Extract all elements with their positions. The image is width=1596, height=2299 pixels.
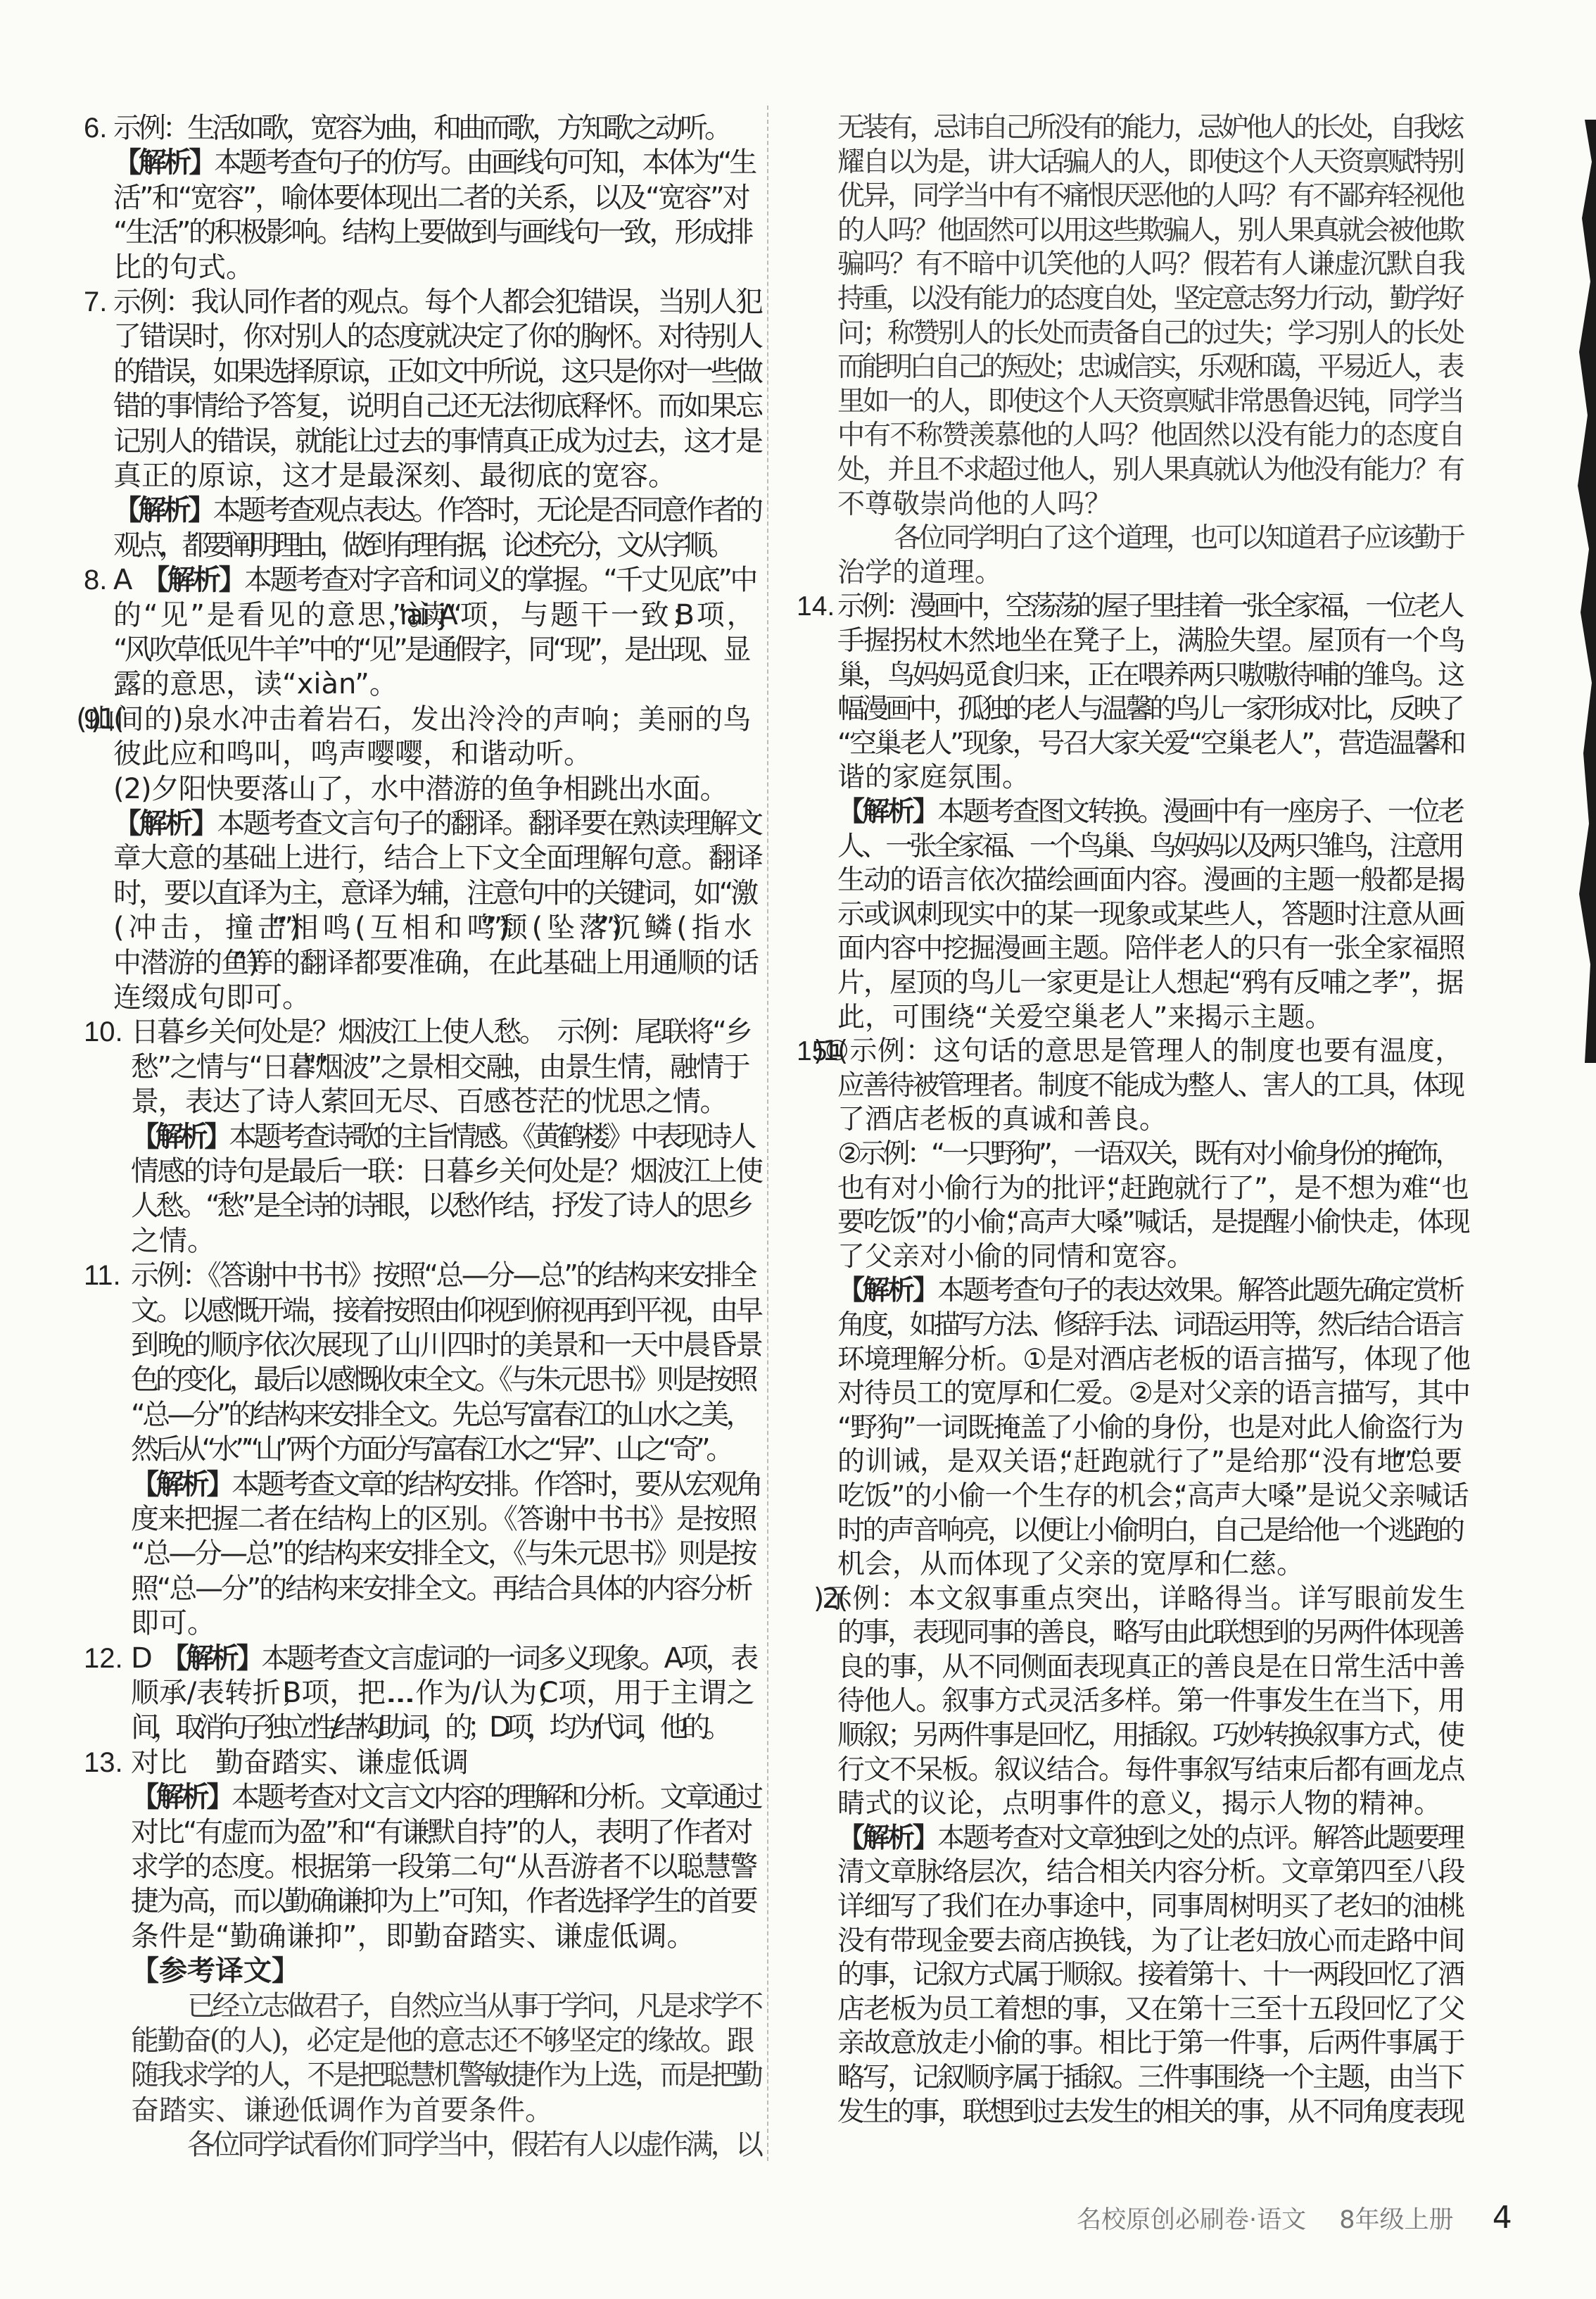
section-label: 【解析】 [113, 494, 213, 527]
text-line: 的人吗？他固然可以用这些欺骗人，别人果真就会被他欺 [837, 214, 1438, 246]
text-line [837, 1822, 1446, 1856]
item-number: 7. [84, 286, 108, 317]
text-line: 求学的态度。根据第一段第二句“从吾游者不以聪慧警 [131, 1850, 730, 1883]
text-line: 行文不呆板。叙议结合。每件事叙写结束后都有画龙点 [837, 1753, 1438, 1786]
text-line: “生活”的积极影响。结构上要做到与画线句一致，形成排 [113, 216, 727, 249]
text-line: 处，并且不求超过他人，别人果真就认为他没有能力？有 [837, 453, 1438, 486]
text-line: 随我求学的人，不是把聪慧机警敏捷作为上选，而是把勤 [131, 2059, 735, 2092]
text-line: 然后从“水”“山”两个方面分写富春江水之“异”、山之“奇”。 [131, 1433, 730, 1466]
text-line: 活”和“宽容”，喻体要体现出二者的关系，以及“宽容”对 [113, 181, 725, 214]
item-body [113, 703, 735, 1016]
text-line: 示例：漫画中，空荡荡的屋子里挂着一张全家福，一位老人 [837, 591, 1438, 623]
text-line: 对比“有虚而为盈”和“有谦默自持”的人，表明了作者对 [131, 1815, 727, 1848]
item-number: 15. [797, 1036, 835, 1067]
section-label: 【解析】 [175, 1642, 262, 1675]
text-line: 情感的诗句是最后一联：日暮乡关何处是？烟波江上使 [131, 1154, 735, 1188]
text-line: 之情。 [131, 1224, 215, 1257]
section-label: 【解析】 [113, 146, 215, 179]
line-text: 本题考查句子的仿写。由画线句可知，本体为“生 [214, 146, 730, 179]
section-label: 【解析】 [131, 1468, 232, 1501]
text-line: 中有不称赞羡慕他的人吗？他固然以没有能力的态度自 [837, 420, 1438, 452]
text-line: 各位同学试看你们同学当中，假若有人以虚作满，以 [187, 2129, 735, 2162]
text-line: 人、一张全家福、一个鸟巢、鸟妈妈以及两只雏鸟，注意用 [837, 830, 1438, 862]
text-line: 的训诫，是双关语；“赶跑就行了”是给那“没有地”“总要 [837, 1446, 1438, 1478]
text-line: 应善待被管理者。制度不能成为整人、害人的工具，体现 [837, 1069, 1438, 1102]
text-line: 照“总—分”的结构来安排全文。再结合具体的内容分析 [131, 1572, 726, 1605]
text-line: 治学的道理。 [837, 556, 1003, 588]
text-line: 示例：《答谢中书书》按照“总—分—总”的结构来安排全 [131, 1259, 731, 1292]
text-line: 面内容中挖掘漫画主题。陪伴老人的只有一张全家福照 [837, 933, 1438, 965]
section-label: 【解析】 [156, 564, 245, 597]
item-body [131, 1015, 735, 1259]
text-line: 度来把握二者在结构上的区别。《答谢中书书》是按照 [131, 1502, 730, 1535]
answer-choice: D [131, 1642, 175, 1675]
text-line: “总—分—总”的结构来安排全文，《与朱元思书》则是按 [131, 1537, 731, 1570]
text-line: 良的事，从不同侧面表现真正的善良是在日常生活中善 [837, 1651, 1438, 1683]
text-line: 亲故意放走小偷的事。相比于第一件事，后两件事属于 [837, 2027, 1438, 2060]
text-line: 已经立志做君子，自然应当从事于学问，凡是求学不 [187, 1989, 735, 2022]
text-line [131, 1120, 735, 1154]
text-line: 略写，记叙顺序属于插叙。三件事围绕一个主题，由当下 [837, 2062, 1438, 2093]
text-line: (1)①示例：这句话的意思是管理人的制度也要有温度， [837, 1035, 1437, 1068]
section-label: 【解析】 [837, 795, 938, 828]
item-number: 13. [84, 1746, 123, 1778]
line-text: 本题考查对文言文内容的理解和分析。文章通过 [232, 1781, 736, 1814]
text-line: 的错误，如果选择原谅，正如文中所说，这只是你对一些做 [113, 355, 735, 388]
text-line: “野狗”一词既掩盖了小偷的身份，也是对此人偷盗行为 [837, 1411, 1438, 1444]
item-body [131, 1259, 735, 1641]
text-line: 了父亲对小偷的同情和宽容。 [837, 1240, 1195, 1273]
column-divider [767, 106, 768, 2161]
item-number: 12. [84, 1642, 123, 1674]
text-line: 发生的事，联想到过去发生的相关的事，从不同角度表现 [837, 2096, 1438, 2128]
item-number: 9. [84, 703, 108, 735]
line-text: 本题考查文言虚词的一词多义现象。A项，表 [261, 1642, 734, 1675]
text-line: 而能明白自己的短处；忠诚信实，乐观和蔼，平易近人，表 [837, 351, 1438, 384]
text-line [131, 1468, 735, 1502]
item-number: 11. [84, 1260, 121, 1292]
text-line: 各位同学明白了这个道理，也可以知道君子应该勤于 [894, 522, 1438, 555]
text-line: 人愁。“愁”是全诗的诗眼，以愁作结，抒发了诗人的思乡 [131, 1190, 727, 1223]
text-line: 示或讽刺现实中的某一现象或某些人，答题时注意从画 [837, 898, 1438, 931]
item-body [837, 1035, 1446, 2129]
text-line [131, 1642, 735, 1676]
item-number: 14. [797, 591, 835, 622]
text-line: 了酒店老板的真诚和善良。 [837, 1104, 1167, 1136]
text-line: 里如一的人，即使这个人天资禀赋非常愚鲁迟钝，同学当 [837, 385, 1438, 417]
text-line: 环境理解分析。①是对酒店老板的语言描写，体现了他 [837, 1343, 1443, 1375]
text-line: “风吹草低见牛羊”中的“见”是通假字，同“现”，是出现、显 [113, 633, 726, 666]
item-body [837, 111, 1446, 590]
text-line: 对待员工的宽厚和仁爱。②是对父亲的语言描写，其中 [837, 1378, 1443, 1410]
text-line: (2)夕阳快要落山了，水中潜游的鱼争相跳出水面。 [113, 772, 728, 805]
text-line: 巢，鸟妈妈觅食归来，正在喂养两只嗷嗷待哺的雏鸟。这 [837, 659, 1438, 691]
text-line [113, 493, 735, 528]
text-line: 谐的家庭氛围。 [837, 762, 1030, 794]
text-line [837, 795, 1446, 830]
text-line: 的事，表现同事的善良，略写由此联想到的另两件体现善 [837, 1617, 1438, 1649]
text-line: 时的声音响亮，以便让小偷明白，自己是给他一个逃跑的 [837, 1514, 1438, 1547]
item-body [113, 563, 735, 703]
line-text: 本题考查文言句子的翻译。翻译要在熟读理解文 [217, 807, 736, 840]
text-line: 示例：生活如歌，宽容为曲，和曲而歌，方知歌之动听。 [113, 112, 729, 144]
text-line: 顺叙；另两件事是回忆，用插叙。巧妙转换叙事方式，使 [837, 1720, 1438, 1752]
text-line: 文。以感慨开端，接着按照由仰视到俯视再到平视，由早 [131, 1294, 735, 1327]
text-line: 幅漫画中，孤独的老人与温馨的鸟儿一家形成对比，反映了 [837, 693, 1438, 726]
text-line: 手握拐杖木然地坐在凳子上，满脸失望。屋顶有一个鸟 [837, 624, 1438, 657]
page-number: 4 [1492, 2200, 1512, 2236]
line-text: 本题考查图文转换。漫画中有一座房子、一位老 [937, 795, 1438, 828]
text-line: 景，表达了诗人萦回无尽、百感苍茫的忧思之情。 [131, 1085, 727, 1119]
text-line: 也有对小偷行为的批评；“赶跑就行了”，是不想为难“也 [837, 1172, 1443, 1204]
text-line: 问；称赞别人的长处而责备自己的过失；学习别人的长处 [837, 317, 1438, 349]
section-label: 【参考译文】 [131, 1955, 300, 1988]
line-text: 本题考查句子的表达效果。解答此题先确定赏析 [937, 1275, 1438, 1307]
text-line [837, 1274, 1446, 1309]
text-line: 观点，都要阐明理由，做到有理有据，论述充分，文从字顺。 [113, 529, 731, 562]
text-line: 生动的语言依次描绘画面内容。漫画的主题一般都是揭 [837, 864, 1438, 897]
text-line: 间，取消句子独立性/结构助词，的；D项，均为代词，他的。 [131, 1711, 727, 1744]
footer-grade: 8年级上册 [1339, 2206, 1454, 2234]
item-number: 8. [84, 565, 108, 596]
text-line: 错的事情给予答复，说明自己还无法彻底释怀。而如果忘 [113, 390, 735, 423]
text-line: (1)(山间的)泉水冲击着岩石，发出泠泠的声响；美丽的鸟 [113, 703, 726, 736]
text-line: 色的变化，最后以感慨收束全文。《与朱元思书》则是按照 [131, 1363, 730, 1397]
item-number: 6. [84, 113, 108, 144]
text-line [113, 146, 735, 180]
section-label: 【解析】 [837, 1275, 938, 1307]
text-line: ②示例：“一只野狗”，一语双关，既有对小偷身份的掩饰， [837, 1138, 1436, 1170]
text-line: 没有带现金要去商店换钱，为了让老妇放心而走路中间 [837, 1925, 1438, 1957]
text-line: 到晚的顺序依次展现了山川四时的美景和一天中晨昏景 [131, 1328, 735, 1361]
text-line: 奋踏实、谦逊低调作为首要条件。 [131, 2093, 553, 2127]
item-body [837, 590, 1446, 1035]
text-line: 对比 勤奋踏实、谦虚低调 [131, 1746, 469, 1779]
text-line: 示例：我认同作者的观点。每个人都会犯错误，当别人犯 [113, 286, 735, 318]
text-line: 骗吗？有不暗中讥笑他的人吗？假若有人谦虚沉默自我 [837, 248, 1438, 281]
text-line: 吃饭”的小偷一个生存的机会；“高声大嗓”是说父亲喊话 [837, 1480, 1443, 1512]
section-label: 【解析】 [837, 1822, 938, 1854]
text-line: 比的句式。 [113, 251, 254, 284]
line-text: 本题考查文章的结构安排。作答时，要从宏观角 [232, 1468, 736, 1501]
text-line: 详细写了我们在办事途中，同事周树明买了老妇的油桃 [837, 1891, 1438, 1923]
text-line: 机会，从而体现了父亲的宽厚和仁慈。 [837, 1549, 1305, 1581]
text-line: 顺承/表转折；B项，把……作为/认为；C项，用于主谓之 [131, 1676, 728, 1709]
text-line: 能勤奋(的人)，必定是他的意志还不够坚定的缘故。跟 [131, 2024, 728, 2057]
text-line: 连缀成句即可。 [113, 981, 310, 1014]
text-line: 店老板为员工着想的事，又在第十三至十五段回忆了父 [837, 1993, 1438, 2025]
text-line: 此，可围绕“关爱空巢老人”来揭示主题。 [837, 1001, 1333, 1033]
text-line: 愁”之情与“日暮”“烟波”之景相交融，由景生情，融情于 [131, 1050, 725, 1083]
text-line: 彼此应和鸣叫，鸣声嘤嘤，和谐动听。 [113, 738, 592, 771]
section-label: 【解析】 [131, 1781, 232, 1814]
line-text: 本题考查观点表达。作答时，无论是否同意作者的 [213, 494, 736, 527]
text-line: 要吃饭”的小偷；“高声大嗓”喊话，是提醒小偷快走，体现 [837, 1207, 1445, 1239]
text-line: “总—分”的结构来安排全文。先总写富春江的山水之美， [131, 1398, 727, 1431]
line-text: 本题考查对文章独到之处的点评。解答此题要理 [937, 1822, 1438, 1854]
answer-choice: A [113, 564, 156, 597]
text-line: 角度，如描写方法、修辞手法、词语运用等，然后结合语言 [837, 1309, 1438, 1341]
section-label: 【解析】 [113, 807, 217, 840]
text-line: 章大意的基础上进行，结合上下文全面理解句意。翻译 [113, 842, 735, 875]
text-line [113, 563, 735, 598]
text-line: 片，屋顶的鸟儿一家更是让人想起“鸦有反哺之孝”，据 [837, 966, 1438, 999]
text-line: 优异，同学当中有不痛恨厌恶他的人吗？有不鄙弃轻视他 [837, 180, 1438, 213]
text-line [113, 807, 735, 841]
text-line: 露的意思，读“xiàn”。 [113, 668, 398, 701]
text-line: 即可。 [131, 1607, 215, 1640]
text-line: 真正的原谅，这才是最深刻、最彻底的宽容。 [113, 459, 676, 492]
text-line: 耀自以为是，讲大话骗人的人，即使这个人天资禀赋特别 [837, 146, 1438, 178]
footer-book-title: 名校原创必刷卷·语文 [1077, 2206, 1307, 2234]
line-text: 本题考查对字音和词义的掌握。“千丈见底”中 [244, 564, 734, 597]
page-footer [1077, 2200, 1538, 2236]
text-line: 了错误时，你对别人的态度就决定了你的胸怀。对待别人 [113, 320, 735, 353]
text-line: 睛式的议论，点明事件的意义，揭示人物的精神。 [837, 1788, 1442, 1820]
text-line: 时，要以直译为主，意译为辅，注意句中的关键词，如“激 [113, 876, 731, 909]
text-line: 日暮乡关何处是？烟波江上使人愁。 示例：尾联将“乡 [131, 1016, 726, 1049]
text-line: 不尊敬崇尚他的人吗？ [837, 488, 1113, 520]
text-line: 中潜游的鱼)”等的翻译都要准确，在此基础上用通顺的话 [113, 946, 733, 979]
section-label: 【解析】 [131, 1120, 229, 1153]
text-line: “空巢老人”现象，号召大家关爱“空巢老人”，营造温馨和 [837, 727, 1441, 760]
text-line: 持重，以没有能力的态度自处，坚定意志努力行动，勤学好 [837, 282, 1438, 315]
text-line: 的事，记叙方式属于顺叙。接着第十、十一两段回忆了酒 [837, 1959, 1438, 1991]
text-line: 的“见”是看见的意思，读“jiàn”。A项，与题干一致；B项， [113, 598, 731, 631]
scan-edge-shadow [1564, 120, 1596, 1063]
text-line [131, 1780, 735, 1815]
text-line: 无装有，忌讳自己所没有的能力，忌妒他人的长处，自我炫 [837, 112, 1438, 144]
text-line: (2)示例：本文叙事重点突出，详略得当。详写眼前发生 [837, 1582, 1440, 1615]
text-line [131, 1954, 735, 1989]
item-number: 10. [84, 1016, 123, 1048]
line-text: 本题考查诗歌的主旨情感。《黄鹤楼》中表现诗人 [229, 1120, 730, 1153]
text-line: 记别人的错误，就能让过去的事情真正成为过去，这才是 [113, 424, 735, 458]
text-line: (冲击，撞击)”“相鸣(互相和鸣)”“颓(坠落)”“沉鳞(指水 [113, 912, 730, 945]
item-body [131, 1746, 735, 2163]
item-body [131, 1642, 735, 1746]
text-line: 清文章脉络层次，结合相关内容分析。文章第四至八段 [837, 1856, 1438, 1889]
text-line: 捷为高，而以勤确谦抑为上”可知，作者选择学生的首要 [131, 1885, 731, 1918]
text-line: 条件是“勤确谦抑”，即勤奋踏实、谦虚低调。 [131, 1920, 695, 1953]
item-body [113, 285, 735, 563]
text-line: 待他人。叙事方式灵活多样。第一件事发生在当下，用 [837, 1685, 1438, 1718]
item-body [113, 111, 735, 285]
